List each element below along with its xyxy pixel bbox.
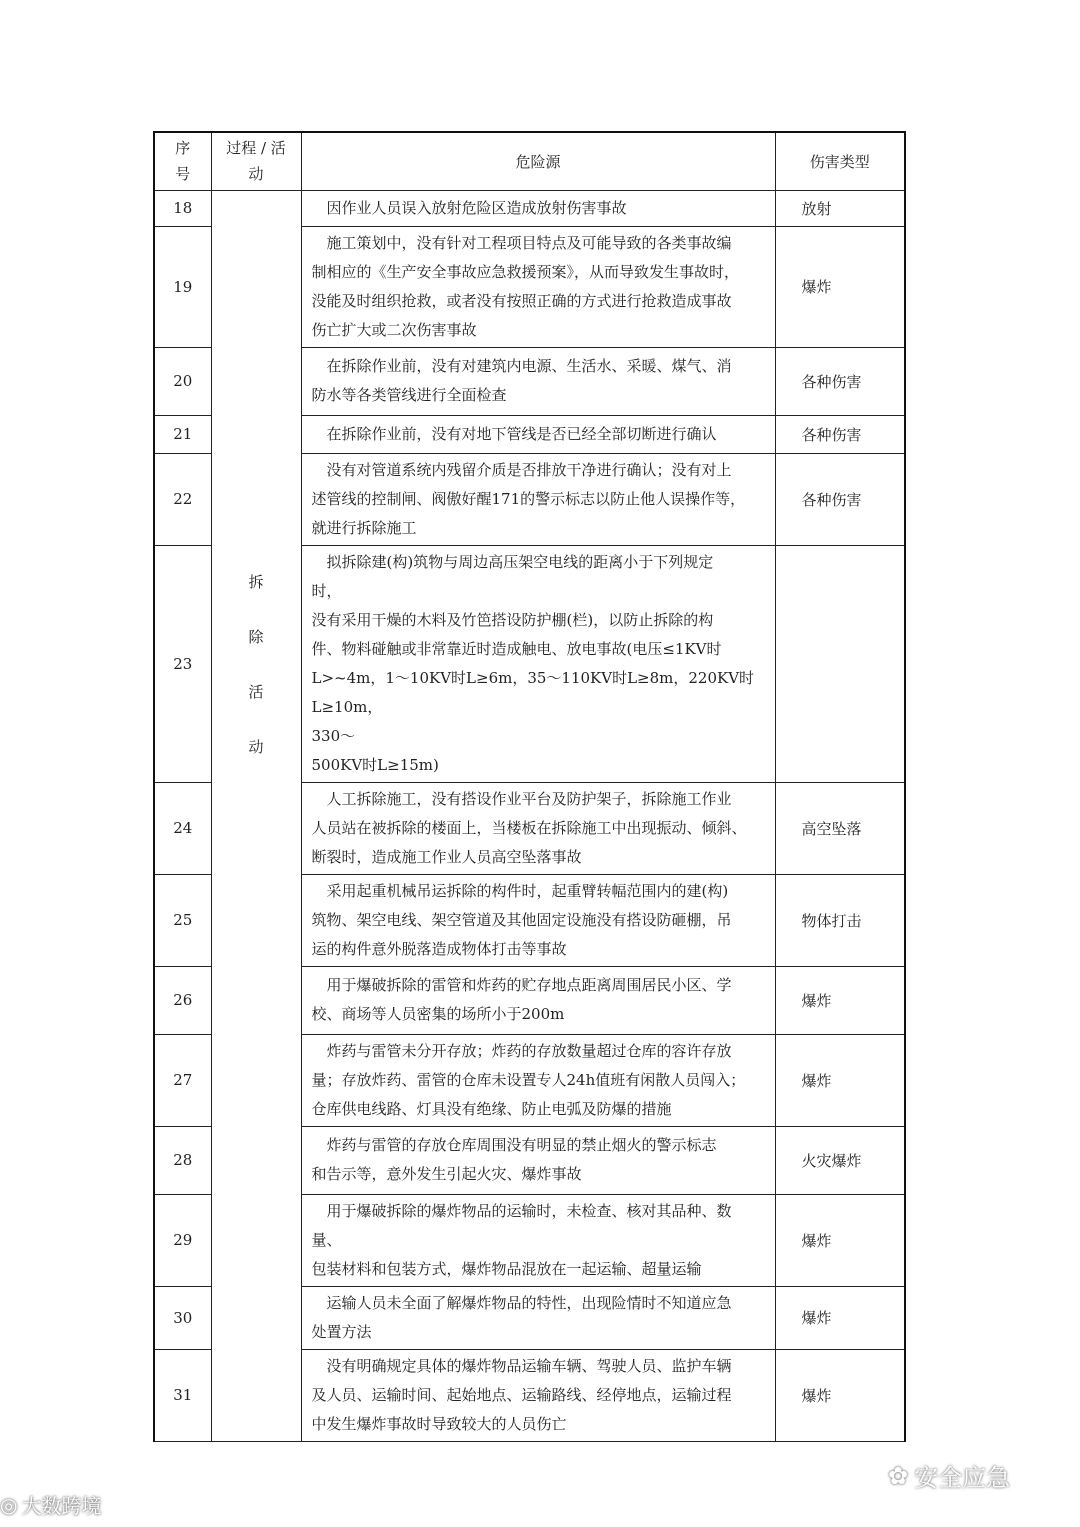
row-number: 23 (154, 545, 211, 782)
harm-type: 各种伤害 (775, 415, 905, 453)
harm-type: 爆炸 (775, 1349, 905, 1441)
hazard-cell (301, 347, 775, 415)
header-row (154, 132, 905, 190)
row-number: 19 (154, 226, 211, 347)
watermark-right-text: 安全应急 (914, 1464, 1011, 1492)
hazard-cell (301, 545, 775, 782)
hazard-text: 施工策划中，没有针对工程项目特点及可能导致的各类事故编 制相应的《生产安全事故应急救援预案》，从而导致发生事故时， 没能及时组织抢救，或者没有按照正确的方式进行抢救造成事故 伤亡扩大或二次伤害事故 (311, 233, 740, 339)
wechat-icon: ✿ (888, 1461, 909, 1490)
hazard-cell (301, 453, 775, 545)
watermark-left-text: 大数跨境 (21, 1494, 102, 1518)
hazard-text: 人工拆除施工，没有搭设作业平台及防护架子，拆除施工作业 人员站在被拆除的楼面上，当楼板在拆除施工中出现振动、倾斜、 断裂时，造成施工作业人员高空坠落事故 (311, 789, 747, 866)
harm-type (775, 545, 905, 782)
hazard-text: 没有明确规定具体的爆炸物品运输车辆、驾驶人员、监护车辆 及人员、运输时间、起始地点、运输路线、经停地点，运输过程 中发生爆炸事故时导致较大的人员伤亡 (311, 1356, 732, 1433)
hazard-cell (301, 1286, 775, 1349)
header-no-line2: 号 (175, 165, 191, 184)
process-char: 拆 (248, 572, 264, 591)
harm-type: 各种伤害 (775, 347, 905, 415)
row-number: 29 (154, 1194, 211, 1286)
watermark-right (888, 1458, 1010, 1493)
table-body (154, 190, 905, 1441)
header-hazard: 危险源 (301, 132, 775, 190)
hazard-text: 因作业人员误入放射危险区造成放射伤害事故 (326, 198, 627, 217)
header-harm: 伤害类型 (775, 132, 905, 190)
hazard-text: 在拆除作业前，没有对地下管线是否已经全部切断进行确认 (326, 424, 717, 443)
hazard-cell (301, 966, 775, 1034)
hazard-text: 在拆除作业前，没有对建筑内电源、生活水、采暖、煤气、消 防水等各类管线进行全面检查 (311, 357, 732, 404)
watermark-left-icon: ◎ (0, 1492, 18, 1517)
hazard-cell (301, 874, 775, 966)
header-process-line2: 动 (248, 165, 264, 184)
hazard-text: 用于爆破拆除的雷管和炸药的贮存地点距离周围居民小区、学 校、商场等人员密集的场所小于200m (311, 976, 732, 1023)
row-number: 20 (154, 347, 211, 415)
process-char: 动 (248, 737, 264, 756)
hazard-text: 采用起重机械吊运拆除的构件时，起重臂转幅范围内的建(构) 筑物、架空电线、架空管道及其他固定设施没有搭设防砸棚，吊 运的构件意外脱落造成物体打击等事故 (311, 881, 732, 958)
harm-type: 放射 (775, 190, 905, 226)
hazard-cell (301, 1034, 775, 1126)
process-label (212, 571, 301, 757)
row-number: 22 (154, 453, 211, 545)
harm-type: 爆炸 (775, 966, 905, 1034)
harm-type: 高空坠落 (775, 782, 905, 874)
hazard-text: 运输人员未全面了解爆炸物品的特性，出现险情时不知道应急 处置方法 (311, 1293, 732, 1341)
hazard-cell (301, 415, 775, 453)
harm-type: 各种伤害 (775, 453, 905, 545)
row-number: 21 (154, 415, 211, 453)
row-number: 28 (154, 1126, 211, 1194)
hazard-table (153, 131, 906, 1442)
row-number: 30 (154, 1286, 211, 1349)
hazard-text: 拟拆除建(构)筑物与周边高压架空电线的距离小于下列规定 时， 没有采用干燥的木料及竹笆搭设防护棚(栏)，以防止拆除的构 件、物料碰触或非常靠近时造成触电、放电事故(电压≤1KV时 L>~4m，1～10KV时L≥6m，35～110KV时L≥8m，220KV时L≥10m， 330～ 500KV时L≥15m) (311, 552, 755, 774)
header-no-line1: 序 (175, 139, 191, 158)
harm-type: 火灾爆炸 (775, 1126, 905, 1194)
hazard-text: 没有对管道系统内残留介质是否排放干净进行确认；没有对上 述管线的控制闸、阀傲好醒171的警示标志以防止他人误操作等， 就进行拆除施工 (311, 460, 746, 537)
process-char: 除 (248, 627, 264, 646)
harm-type: 爆炸 (775, 226, 905, 347)
row-number: 26 (154, 966, 211, 1034)
hazard-text: 炸药与雷管的存放仓库周围没有明显的禁止烟火的警示标志 和告示等，意外发生引起火灾、爆炸事故 (311, 1136, 717, 1183)
hazard-cell (301, 1349, 775, 1441)
hazard-cell (301, 1126, 775, 1194)
hazard-cell (301, 1194, 775, 1286)
header-process (211, 132, 301, 190)
harm-type: 爆炸 (775, 1286, 905, 1349)
harm-type: 爆炸 (775, 1034, 905, 1126)
harm-type: 爆炸 (775, 1194, 905, 1286)
table-row (154, 190, 905, 226)
row-number: 27 (154, 1034, 211, 1126)
table-header (154, 132, 905, 190)
header-no (154, 132, 211, 190)
hazard-cell (301, 226, 775, 347)
row-number: 31 (154, 1349, 211, 1441)
process-cell (211, 190, 301, 1441)
row-number: 25 (154, 874, 211, 966)
watermark-left (0, 1490, 101, 1519)
row-number: 18 (154, 190, 211, 226)
harm-type: 物体打击 (775, 874, 905, 966)
hazard-cell (301, 190, 775, 226)
hazard-cell (301, 782, 775, 874)
row-number: 24 (154, 782, 211, 874)
hazard-text: 炸药与雷管未分开存放；炸药的存放数量超过仓库的容许存放 量；存放炸药、雷管的仓库未设置专人24h值班有闲散人员闯入； 仓库供电线路、灯具没有绝缘、防止电弧及防爆的措施 (311, 1041, 746, 1118)
header-process-line1: 过程 / 活 (226, 139, 286, 158)
hazard-text: 用于爆破拆除的爆炸物品的运输时，未检查、核对其品种、数 量、 包装材料和包装方式，爆炸物品混放在一起运输、超量运输 (311, 1201, 732, 1278)
process-char: 活 (248, 682, 264, 701)
